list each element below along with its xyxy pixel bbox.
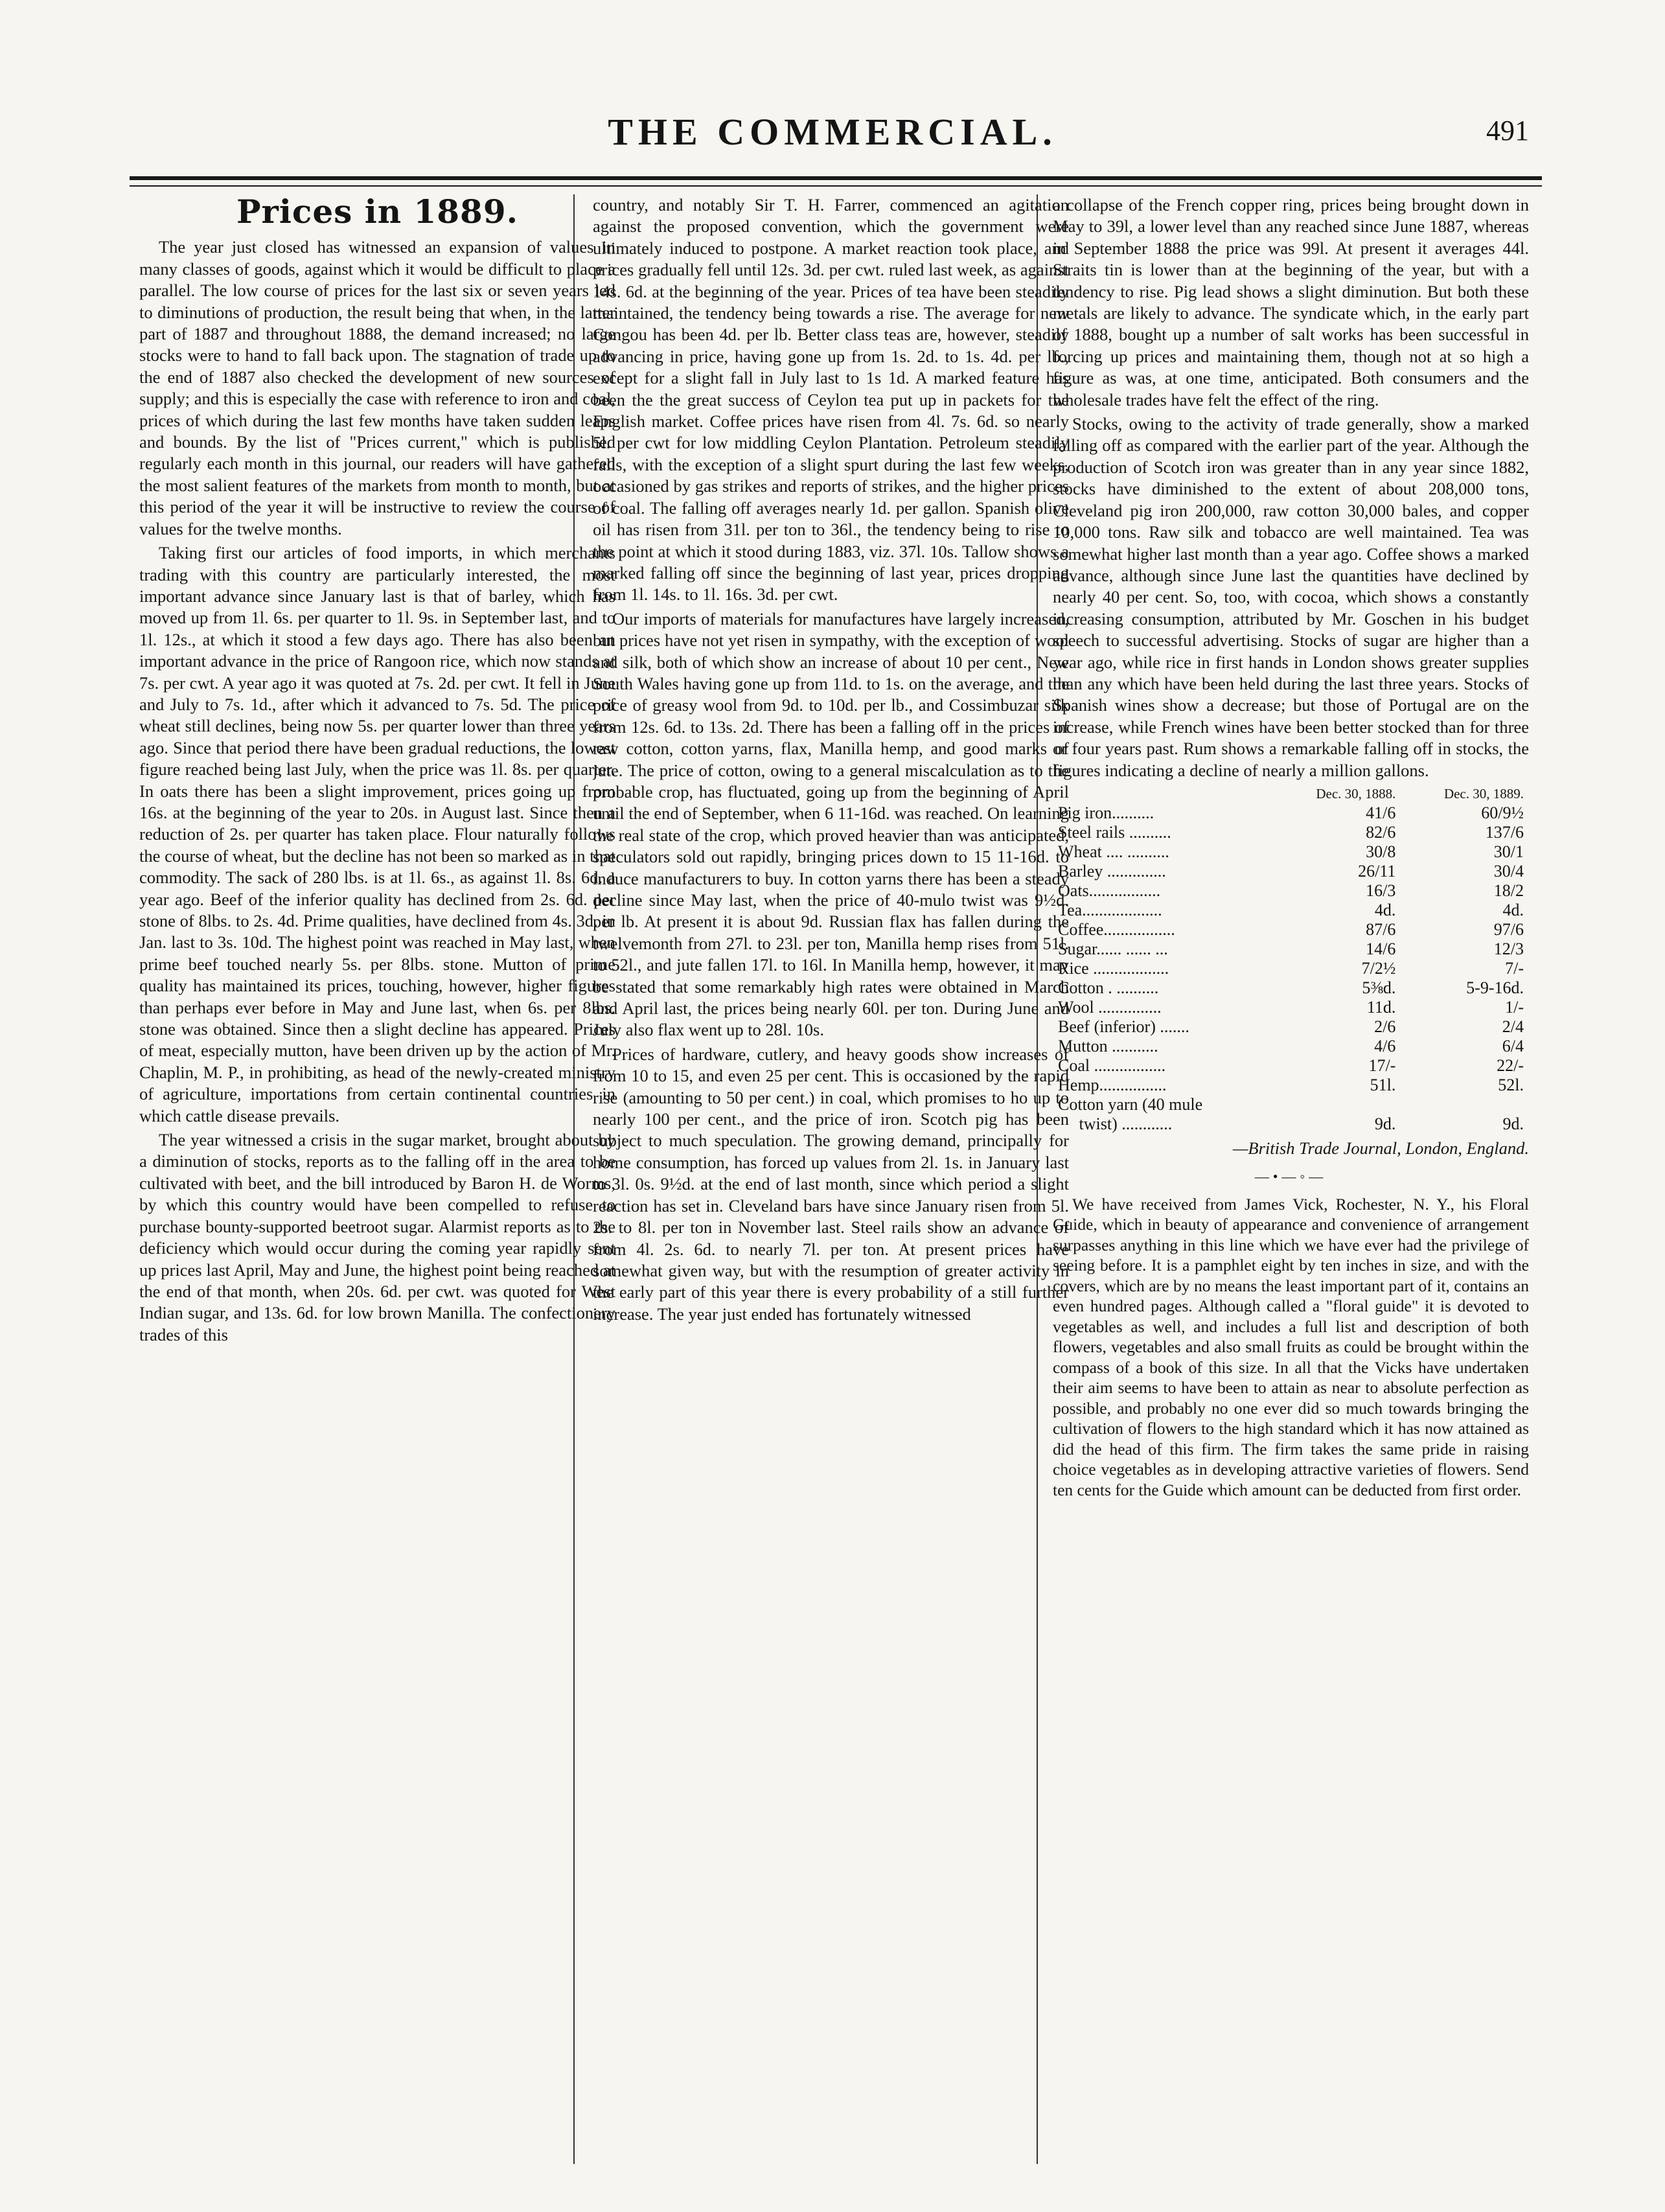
table-cell: Sugar...... ...... ... <box>1058 939 1168 958</box>
table-cell: 4d. <box>1502 900 1524 919</box>
table-cell: Wool ............... <box>1058 997 1162 1017</box>
column-2 <box>593 194 1069 2164</box>
table-row <box>1053 1095 1529 1114</box>
table-cell: 5⅜d. <box>1362 978 1396 997</box>
table-cell: 9d. <box>1502 1114 1524 1133</box>
table-cell: 7/- <box>1505 958 1524 978</box>
paragraph: country, and notably Sir T. H. Farrer, commenced an agitation against the proposed convention, which the government were ultimately induced to postpone. A market reaction took place, and prices gradually fell until 12s. 3d. per cwt. ruled last week, as against 14s. 6d. at the beginning of the year. Prices of tea have been steadily maintained, the tendency being towards a rise. The average for new Congou has been 4d. per lb. Better class teas are, however, steadily advancing in price, having gone up from 1s. 2d. to 1s. 4d. per lb., except for a slight fall in July last to 1s 1d. A marked feature has been the the great success of Ceylon tea put up in packets for the English market. Coffee prices have risen from 4l. 7s. 6d. so nearly 5l. per cwt for low middling Ceylon Plantation. Petroleum steadily falls, with the exception of a slight spurt during the last few weeks, occasioned by gas strikes and reports of strikes, and the higher prices of coal. The falling off averages nearly 1d. per gallon. Spanish olive oil has risen from 31l. per ton to 36l., the tendency being to rise to the point at which it stood during 1883, viz. 37l. 10s. Tallow shows a marked falling off since the beginning of last year, prices dropping from 1l. 14s. to 1l. 16s. 3d. per cwt. <box>593 195 1069 605</box>
table-row <box>1053 1037 1529 1056</box>
table-cell: 16/3 <box>1366 881 1396 900</box>
table-cell <box>1273 1095 1401 1114</box>
table-row <box>1053 998 1529 1017</box>
masthead <box>0 110 1665 162</box>
table-row <box>1053 901 1529 920</box>
column-1 <box>139 194 615 2164</box>
table-cell: Cotton . .......... <box>1058 978 1159 997</box>
paragraph: Stocks, owing to the activity of trade generally, show a marked falling off as compared with the earlier part of the year. Although the production of Scotch iron was greater than in any year since 1882, stocks have diminished to the extent of about 208,000 tons, Cleveland pig iron 200,000, raw cotton 30,000 bales, and copper 10,000 tons. Raw silk and tobacco are well maintained. Tea was somewhat higher last month than a year ago. Coffee shows a marked advance, although since June last the quantities have declined by nearly 40 per cent. So, too, with cocoa, which shows a constantly increasing consumption, attributed by Mr. Goschen in his budget speech to successful advertising. Stocks of sugar are higher than a year ago, while rice in first hands in London shows greater supplies than any which have been held during the last three years. Stocks of Spanish wines show a decrease; but those of Portugal are on the increase, while French wines have been better stocked than for three or four years past. Rum shows a remarkable falling off in stocks, the figures indicating a decline of nearly a million gallons. <box>1053 414 1529 780</box>
table-row <box>1053 842 1529 862</box>
table-cell: Tea................... <box>1058 900 1162 919</box>
table-cell: twist) ............ <box>1058 1114 1173 1133</box>
table-row <box>1053 1017 1529 1037</box>
source-credit: —British Trade Journal, London, England. <box>1232 1138 1529 1158</box>
table-cell: Hemp................ <box>1058 1075 1167 1094</box>
paragraph: The year just closed has witnessed an expansion of values in many classes of goods, against which it would be difficult to place a parallel. The low course of prices for the last six or seven years led to diminutions of production, the result being that when, in the latter part of 1887 and throughout 1888, the demand increased; no large stocks were to hand to fall back upon. The stagnation of trade up to the end of 1887 also checked the development of new sources of supply; and this is especially the case with reference to iron and coal, prices of which during the last few months have taken sudden leaps and bounds. By the list of "Prices current," which is published regularly each month in this journal, our readers will have gathered the most salient features of the markets from month to month, but at this period of the year it will be instructive to review the course of values for the twelve months. <box>139 237 615 538</box>
table-cell: 41/6 <box>1366 803 1396 822</box>
paragraph: a collapse of the French copper ring, prices being brought down in May to 39l, a lower level than any reached since June 1887, whereas in September 1888 the price was 99l. At present it averages 44l. Straits tin is lower than at the beginning of the year, but with a tendency to rise. Pig lead shows a slight diminution. But both these metals are likely to advance. The syndicate which, in the early part of 1888, bought up a number of salt works has been successful in forcing up prices and maintaining them, though not at so high a figure as was, at one time, anticipated. Both consumers and the wholesale trades have felt the effect of the ring. <box>1053 195 1529 409</box>
page-number: 491 <box>1486 115 1529 146</box>
table-cell: 1/- <box>1505 997 1524 1017</box>
table-cell: Coffee................. <box>1058 919 1175 939</box>
paragraph: We have received from James Vick, Rochester, N. Y., his Floral Guide, which in beauty of appearance and convenience of arrangement surpasses anything in this line which we have ever had the privilege of seeing before. It is a pamphlet eight by ten inches in size, and with the covers, which are by no means the least important part of it, contains an even hundred pages. Although called a "floral guide" it is devoted to vegetables as well, and includes a full list and description of both flowers, vegetables and also small fruits as could be brought within the compass of a book of this size. In all that the Vicks have undertaken their aim seems to have been to attain as near to absolute perfection as possible, and probably no one ever did so much towards bringing the cultivation of flowers to the high standard which it has now attained as did the head of this firm. The firm takes the same pride in raising choice vegetables as in developing attractive varieties of flowers. Send ten cents for the Guide which amount can be deducted from first order. <box>1053 1194 1529 1499</box>
table-cell: 4/6 <box>1374 1036 1396 1055</box>
table-row <box>1053 1114 1529 1134</box>
column-3 <box>1053 194 1529 2164</box>
table-row <box>1053 978 1529 998</box>
table-cell: 60/9½ <box>1481 803 1524 822</box>
table-cell: 6/4 <box>1502 1036 1524 1055</box>
table-cell: Coal ................. <box>1058 1055 1166 1075</box>
table-cell: 51l. <box>1370 1075 1396 1094</box>
table-cell: 9d. <box>1374 1114 1396 1133</box>
table-cell: 26/11 <box>1358 861 1396 881</box>
table-header-row <box>1053 784 1529 803</box>
article-title: Prices in 1889. <box>236 194 519 231</box>
table-cell: Mutton ........... <box>1058 1036 1158 1055</box>
table-cell: 82/6 <box>1366 822 1396 842</box>
table-row <box>1053 881 1529 901</box>
table-header: Dec. 30, 1889. <box>1443 785 1524 801</box>
table-cell: 2/6 <box>1374 1017 1396 1036</box>
table-header <box>1053 784 1273 803</box>
table-cell: Cotton yarn (40 mule <box>1058 1094 1203 1114</box>
header-rule-thin <box>130 185 1542 187</box>
table-cell: Oats................. <box>1058 881 1161 900</box>
paragraph: Our imports of materials for manufactures have largely increased, but prices have not yet risen in sympathy, with the exception of wool and silk, both of which show an increase of about 10 per cent., New South Wales having gone up from 11d. to 1s. on the average, and the price of greasy wool from 9d. to 10d. per lb., and Cossimbuzar silk from 12s. 6d. to 13s. 2d. There has been a falling off in the prices of raw cotton, cotton yarns, flax, Manilla hemp, and good marks of jute. The price of cotton, owing to a general miscalculation as to the probable crop, has fluctuated, going up from the beginning of April until the end of September, when 6 11-16d. was reached. On learning the real state of the crop, which proved heavier than was anticipated, speculators sold out rapidly, bringing prices down to 15 11-16d. to induce manufacturers to buy. In cotton yarns there has been a steady decline since May last, when the price of 40-mulo twist was 9½d. per lb. At present it is about 9d. Russian flax has fallen during the twelvemonth from 27l. to 23l. per ton, Manilla hemp rises from 51l. to 52l., and jute fallen 17l. to 16l. In Manilla hemp, however, it may be stated that some remarkably high rates were obtained in March and April last, the prices being nearly 60l. per ton. During June and July also flax went up to 28l. 10s. <box>593 608 1069 1040</box>
paragraph: The year witnessed a crisis in the sugar market, brought about by a diminution of stocks, reports as to the falling off in the area to be cultivated with beet, and the bill introduced by Baron H. de Worms, by which this country would have been compelled to refuse to purchase bounty-supported beetroot sugar. Alarmist reports as to the deficiency which would occur during the coming year rapidly sent up prices last April, May and June, the highest point being reached at the end of that month, when 20s. 6d. per cwt. was quoted for West Indian sugar, and 13s. 6d. for low brown Manilla. The confectionery trades of this <box>139 1130 615 1344</box>
price-comparison-table <box>1053 784 1529 1134</box>
paragraph: Prices of hardware, cutlery, and heavy goods show increases of from 10 to 15, and even 25 per cent. This is occasioned by the rapid rise (amounting to 50 per cent.) in coal, which promises to ho up to nearly 100 per cent., and the price of iron. Scotch pig has been subject to much speculation. The growing demand, principally for home consumption, has forced up values from 2l. 1s. in January last to 3l. 0s. 9½d. at the end of last month, since which period a slight reaction has set in. Cleveland bars have since January risen from 5l. 2s. to 8l. per ton in November last. Steel rails show an advance of from 4l. 2s. 6d. to nearly 7l. per ton. At present prices have somewhat given way, but with the resumption of greater activity in the early part of this year there is every probability of a still further increase. The year just ended has fortunately witnessed <box>593 1044 1069 1324</box>
paragraph: Taking first our articles of food imports, in which merchants trading with this country are particularly interested, the most important advance since January last is that of barley, which has moved up from 1l. 6s. per quarter to 1l. 9s. in September last, and to 1l. 12s., at which it stood a few days ago. There has also been an important advance in the price of Rangoon rice, which now stands at 7s. per cwt. A year ago it was quoted at 7s. 2d. per cwt. It fell in June and July to 7s. 1d., after which it advanced to 7s. 5d. The price of wheat still declines, being now 5s. per quarter lower than three years ago. Since that period there have been gradual reductions, the lowest figure reached being last July, when the price was 1l. 8s. per quarter. In oats there has been a slight improvement, prices going up from 16s. at the beginning of the year to 20s. in August last. Since then a reduction of 2s. per quarter has taken place. Flour naturally follows the course of wheat, but the decline has not been so marked as in that commodity. The sack of 280 lbs. is at 1l. 6s., as against 1l. 8s. 6d. a year ago. Beef of the inferior quality has declined from 2s. 6d. per stone of 8lbs. to 2s. 4d. Prime qualities, have declined from 4s. 3d. in Jan. last to 3s. 10d. The highest point was reached in May last, when prime beef touched nearly 5s. per 8lbs. stone. Mutton of prime quality has maintained its prices, touching, however, higher figures than perhaps ever before in May and June last, when 6s. per 8lbs. stone was obtained. Since then a slight decline has appeared. Prices of meat, especially mutton, have been driven up by the action of Mr. Chaplin, M. P., in prohibiting, as head of the newly-created ministry of agriculture, importations from certain continental countries in which cattle disease prevails. <box>139 543 615 1125</box>
table-cell: 30/4 <box>1493 861 1524 881</box>
table-cell: 4d. <box>1374 900 1396 919</box>
table-cell: 18/2 <box>1493 881 1524 900</box>
newspaper-title: THE COMMERCIAL. <box>608 111 1057 153</box>
table-row <box>1053 1076 1529 1095</box>
section-ornament: —•—◦— <box>1254 1168 1327 1185</box>
table-row <box>1053 862 1529 881</box>
table-cell: 5-9-16d. <box>1466 978 1524 997</box>
table-cell: 11d. <box>1366 997 1396 1017</box>
table-header: Dec. 30, 1888. <box>1316 785 1396 801</box>
table-cell: Barley .............. <box>1058 861 1166 881</box>
table-row <box>1053 959 1529 978</box>
table-cell: Wheat .... .......... <box>1058 842 1169 861</box>
header-rule <box>130 176 1542 180</box>
table-cell: Beef (inferior) ....... <box>1058 1017 1189 1036</box>
table-cell: 2/4 <box>1502 1017 1524 1036</box>
table-cell <box>1401 1095 1529 1114</box>
table-cell: 17/- <box>1368 1055 1396 1075</box>
table-cell: 30/1 <box>1493 842 1524 861</box>
table-cell: Pig iron.......... <box>1058 803 1154 822</box>
table-row <box>1053 1056 1529 1076</box>
table-row <box>1053 823 1529 842</box>
table-cell: Steel rails .......... <box>1058 822 1171 842</box>
table-cell: 87/6 <box>1366 919 1396 939</box>
table-cell: 14/6 <box>1366 939 1396 958</box>
table-cell: 7/2½ <box>1361 958 1396 978</box>
table-cell: 22/- <box>1497 1055 1524 1075</box>
table-row <box>1053 920 1529 939</box>
table-row <box>1053 939 1529 959</box>
table-cell: 12/3 <box>1493 939 1524 958</box>
table-cell: 30/8 <box>1366 842 1396 861</box>
table-row <box>1053 803 1529 823</box>
table-cell: 137/6 <box>1485 822 1524 842</box>
table-cell: 97/6 <box>1493 919 1524 939</box>
table-cell: Rice .................. <box>1058 958 1169 978</box>
table-cell: 52l. <box>1498 1075 1524 1094</box>
